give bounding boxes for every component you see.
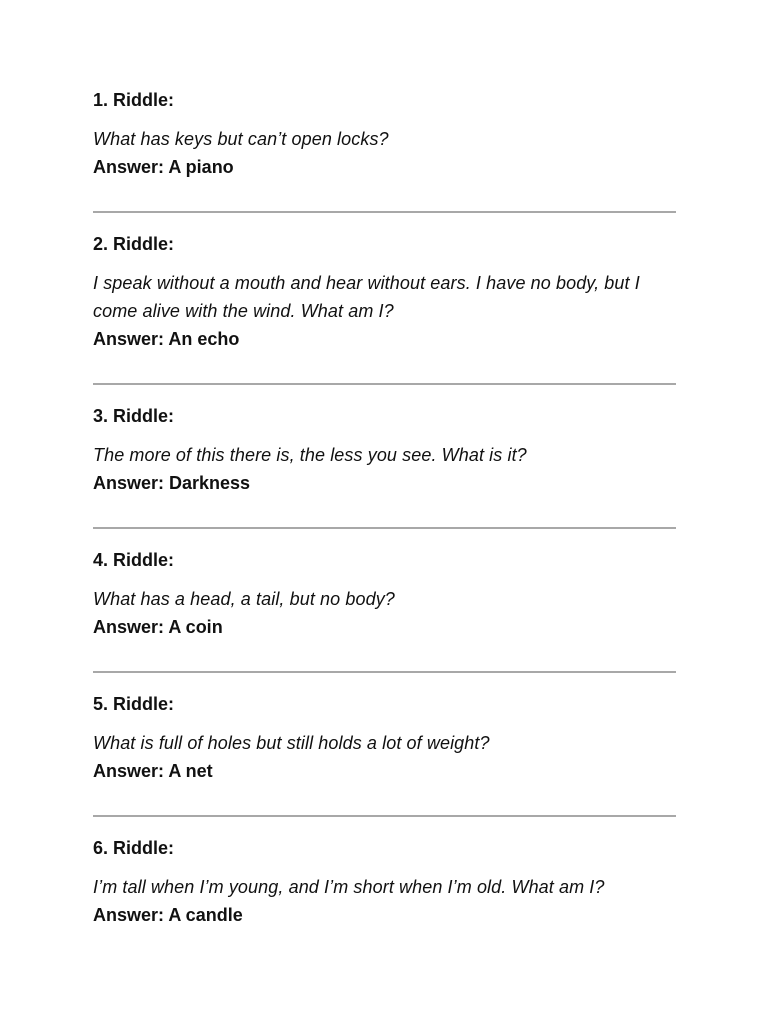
riddle-heading: 4. Riddle: (93, 550, 175, 570)
riddle-document (93, 88, 676, 929)
riddle-question: I’m tall when I’m young, and I’m short when I’m old. What am I? (93, 877, 605, 897)
riddle-item-1 (93, 88, 676, 181)
riddle-answer: Answer: A coin (93, 617, 223, 637)
riddle-item-3 (93, 404, 676, 497)
riddle-item-4 (93, 548, 676, 641)
riddle-item-2 (93, 232, 676, 353)
riddle-question: What has keys but can’t open locks? (93, 129, 389, 149)
riddle-answer: Answer: A net (93, 761, 213, 781)
riddle-question: The more of this there is, the less you see. What is it? (93, 445, 527, 465)
section-divider (93, 671, 676, 673)
section-divider (93, 815, 676, 817)
riddle-heading: 5. Riddle: (93, 694, 175, 714)
riddle-item-6 (93, 836, 676, 929)
riddle-item-5 (93, 692, 676, 785)
riddle-heading: 6. Riddle: (93, 838, 175, 858)
riddle-answer: Answer: A piano (93, 157, 234, 177)
riddle-answer: Answer: An echo (93, 329, 240, 349)
riddle-heading: 1. Riddle: (93, 90, 175, 110)
riddle-answer: Answer: A candle (93, 905, 243, 925)
section-divider (93, 383, 676, 385)
riddle-question: What has a head, a tail, but no body? (93, 589, 395, 609)
riddle-question: I speak without a mouth and hear without ears. I have no body, but I come alive with the wind. What am I? (93, 273, 640, 321)
riddle-question: What is full of holes but still holds a lot of weight? (93, 733, 490, 753)
riddle-answer: Answer: Darkness (93, 473, 251, 493)
riddle-heading: 2. Riddle: (93, 234, 175, 254)
section-divider (93, 211, 676, 213)
section-divider (93, 527, 676, 529)
riddle-heading: 3. Riddle: (93, 406, 175, 426)
